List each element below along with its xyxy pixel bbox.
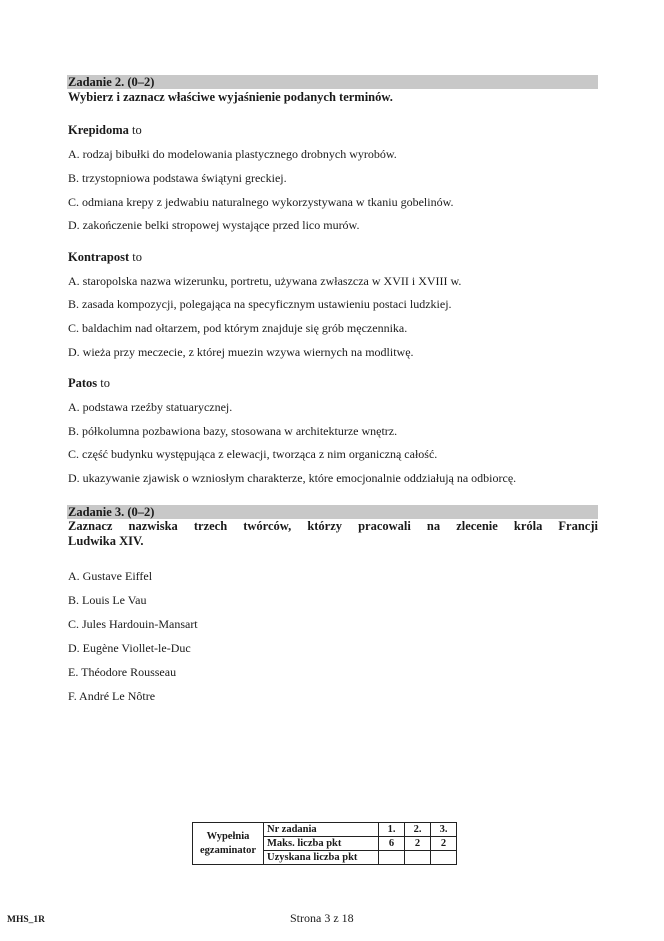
task2-g2-option-b[interactable]: B. zasada kompozycji, polegająca na specyficznym ustawieniu postaci ludzkiej. xyxy=(68,297,452,311)
term-patos xyxy=(68,376,110,391)
term-name: Krepidoma xyxy=(68,123,129,137)
task2-g3-option-a[interactable]: A. podstawa rzeźby statuarycznej. xyxy=(68,400,233,414)
task3-option-f[interactable]: F. André Le Nôtre xyxy=(68,689,156,703)
task2-g3-option-d[interactable]: D. ukazywanie zjawisk o wzniosłym charakterze, które emocjonalnie oddziałują na odbiorcę. xyxy=(68,471,517,485)
scored-points-cell[interactable] xyxy=(379,851,405,865)
exam-code: MHS_1R xyxy=(7,915,45,925)
task2-g2-option-a[interactable]: A. staropolska nazwa wizerunku, portretu, używana zwłaszcza w XVII i XVIII w. xyxy=(68,274,462,288)
max-points-cell: 6 xyxy=(379,837,405,851)
term-name: Kontrapost xyxy=(68,250,130,264)
term-suffix: to xyxy=(129,250,142,264)
examiner-score-table xyxy=(192,822,457,865)
task3-option-b[interactable]: B. Louis Le Vau xyxy=(68,593,147,607)
max-points-cell: 2 xyxy=(405,837,431,851)
task2-g1-option-d[interactable]: D. zakończenie belki stropowej wystające przed lico murów. xyxy=(68,218,360,232)
examiner-label xyxy=(193,823,264,865)
term-name: Patos xyxy=(68,376,98,390)
term-krepidoma xyxy=(68,123,142,138)
task3-option-e[interactable]: E. Théodore Rousseau xyxy=(68,665,177,679)
examiner-label-line2: egzaminator xyxy=(200,844,256,856)
task3-instruction-line1: Zaznacz nazwiska trzech twórców, którzy pracowali na zlecenie króla Francji xyxy=(68,519,598,533)
term-kontrapost xyxy=(68,250,142,265)
task2-g3-option-b[interactable]: B. półkolumna pozbawiona bazy, stosowana w architekturze wnętrz. xyxy=(68,424,398,438)
task3-instruction-line2: Ludwika XIV. xyxy=(68,534,144,548)
scored-points-cell[interactable] xyxy=(405,851,431,865)
task2-g2-option-d[interactable]: D. wieża przy meczecie, z której muezin wzywa wiernych na modlitwę. xyxy=(68,345,414,359)
term-suffix: to xyxy=(128,123,142,137)
task2-g1-option-c[interactable]: C. odmiana krepy z jedwabiu naturalnego wykorzystywana w tkaniu gobelinów. xyxy=(68,195,454,209)
task2-g2-option-c[interactable]: C. baldachim nad ołtarzem, pod którym znajduje się grób męczennika. xyxy=(68,321,408,335)
max-points-cell: 2 xyxy=(431,837,457,851)
task2-g1-option-b[interactable]: B. trzystopniowa podstawa świątyni greckiej. xyxy=(68,171,287,185)
task-number-cell: 1. xyxy=(379,823,405,837)
task3-option-a[interactable]: A. Gustave Eiffel xyxy=(68,569,153,583)
task3-option-c[interactable]: C. Jules Hardouin-Mansart xyxy=(68,617,198,631)
task2-header: Zadanie 2. (0–2) xyxy=(67,75,598,89)
row-max-points: Maks. liczba pkt xyxy=(264,837,379,851)
page-number: Strona 3 z 18 xyxy=(290,911,354,925)
task2-instruction: Wybierz i zaznacz właściwe wyjaśnienie podanych terminów. xyxy=(68,90,393,104)
task3-header: Zadanie 3. (0–2) xyxy=(67,505,598,519)
scored-points-cell[interactable] xyxy=(431,851,457,865)
task2-g1-option-a[interactable]: A. rodzaj bibułki do modelowania plastycznego drobnych wyrobów. xyxy=(68,147,397,161)
examiner-label-line1: Wypełnia xyxy=(206,830,250,842)
task-number-cell: 3. xyxy=(431,823,457,837)
row-scored-points: Uzyskana liczba pkt xyxy=(264,851,379,865)
task3-option-d[interactable]: D. Eugène Viollet-le-Duc xyxy=(68,641,191,655)
row-task-number: Nr zadania xyxy=(264,823,379,837)
task2-g3-option-c[interactable]: C. część budynku występująca z elewacji, tworząca z nim organiczną całość. xyxy=(68,447,438,461)
term-suffix: to xyxy=(97,376,111,390)
task-number-cell: 2. xyxy=(405,823,431,837)
